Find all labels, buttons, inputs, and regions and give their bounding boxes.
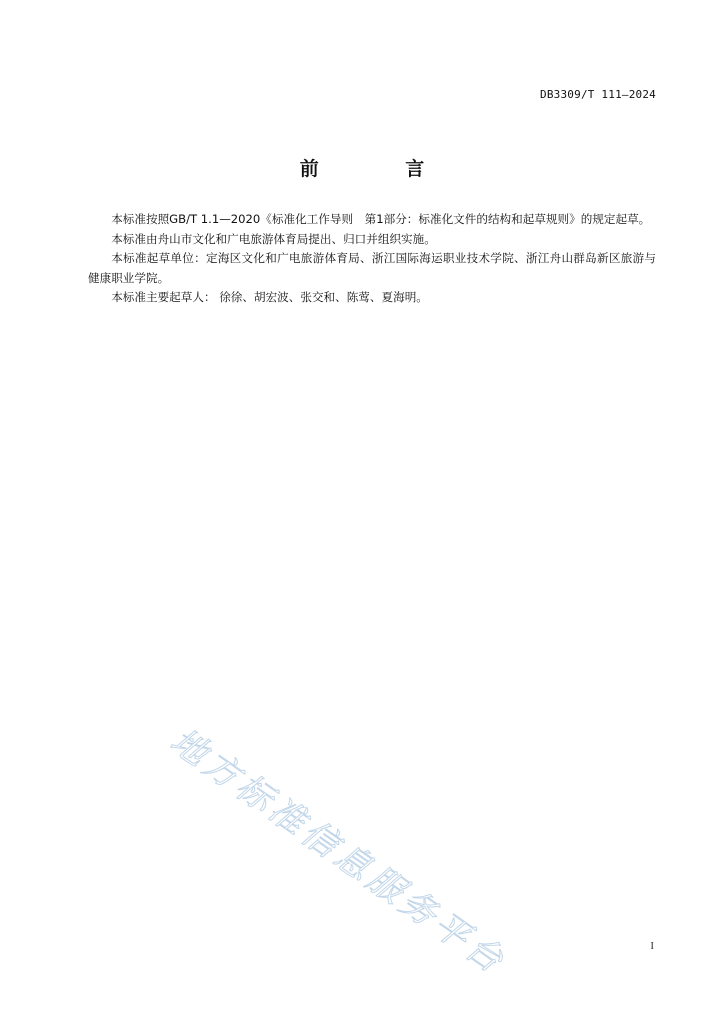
watermark: 地方标准信息服务平台 [162,721,514,984]
paragraph-drafting-rules: 本标准按照GB/T 1.1—2020《标准化工作导则 第1部分：标准化文件的结构和起草规则》的规定起草。 [111,212,651,226]
paragraph-proposer: 本标准由舟山市文化和广电旅游体育局提出、归口并组织实施。 [111,231,436,246]
section-title: 前 言 [299,158,465,180]
paragraph-drafters: 本标准主要起草人： 徐徐、胡宏波、张交和、陈莺、夏海明。 [111,290,428,304]
paragraph-drafting-units: 本标准起草单位：定海区文化和广电旅游体育局、浙江国际海运职业技术学院、浙江舟山群岛新区旅游与健康职业学院。 [88,251,656,285]
foreword-body [88,210,656,308]
page-number: I [650,940,654,952]
document-code: DB3309/T 111—2024 [540,88,656,101]
